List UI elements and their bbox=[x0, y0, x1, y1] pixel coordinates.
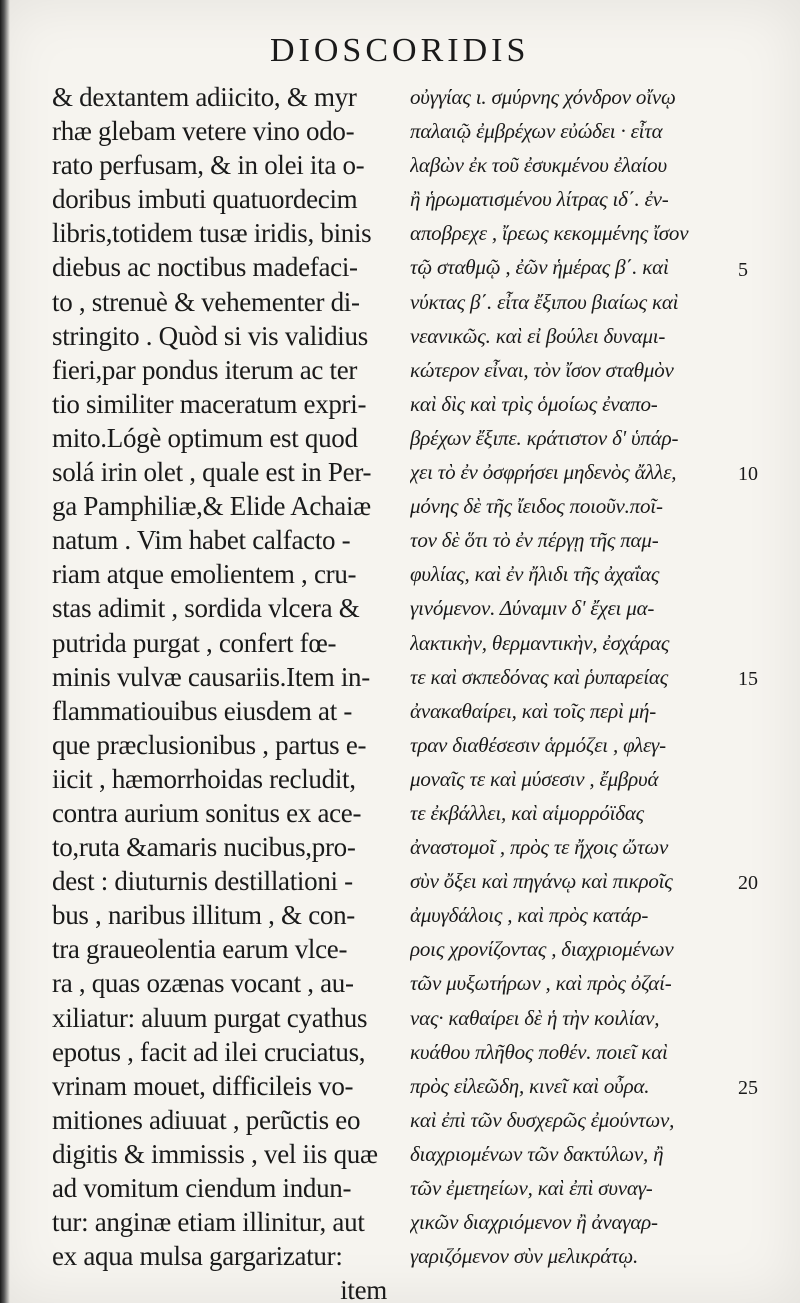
text-line: stas adimit , sordida vlcera & bbox=[52, 593, 360, 624]
text-line: rhæ glebam vetere vino odo- bbox=[52, 116, 355, 147]
text-line: αποβρεχε , ἴρεως κεκομμένης ἴσον bbox=[410, 221, 689, 246]
text-line: flammatiouibus eiusdem at - bbox=[52, 695, 353, 726]
text-line: καὶ ἐπὶ τῶν δυσχερῶς ἐμούντων, bbox=[410, 1107, 675, 1132]
text-line: dest : diuturnis destillationi - bbox=[52, 866, 353, 897]
text-line: natum . Vim habet calfacto - bbox=[52, 525, 351, 556]
text-line: tra graueolentia earum vlce- bbox=[52, 934, 348, 965]
text-line: contra aurium sonitus ex ace- bbox=[52, 797, 362, 828]
text-line: μόνης δὲ τῆς ἴειδος ποιοῦν.ποῖ- bbox=[410, 494, 663, 519]
text-line: πρὸς εἰλεῶδη, κινεῖ καὶ οὖρα. bbox=[410, 1073, 650, 1098]
text-line: fieri,par pondus iterum ac ter bbox=[52, 354, 358, 385]
text-line: minis vulvæ causariis.Item in- bbox=[52, 661, 370, 692]
text-line: κυάθου πλῆθος ποθέν. ποιεῖ καὶ bbox=[410, 1039, 668, 1064]
text-line: βρέχων ἔξιπε. κράτιστον δ' ὑπάρ- bbox=[410, 425, 679, 450]
text-line: νεανικῶς. καὶ εἰ βούλει δυναμι- bbox=[410, 323, 666, 348]
text-line: mito.Lógè optimum est quod bbox=[52, 422, 358, 453]
text-line: λαβὼν ἐκ τοῦ ἐσυκμένου ἐλαίου bbox=[410, 153, 667, 178]
text-line: tur: anginæ etiam illinitur, aut bbox=[52, 1207, 365, 1238]
margin-line-number: 15 bbox=[738, 667, 758, 690]
running-header: DIOSCORIDIS bbox=[270, 32, 530, 69]
text-line: ἢ ἡρωματισμένου λίτρας ιδ΄. ἐν- bbox=[410, 187, 669, 212]
text-line: stringito . Quòd si vis validius bbox=[52, 320, 368, 351]
greek-column bbox=[410, 80, 738, 1273]
text-line: λακτικὴν, θερμαντικὴν, ἐσχάρας bbox=[410, 630, 670, 655]
text-line: & dextantem adiicito, & myr bbox=[52, 82, 357, 112]
text-line: χικῶν διαχριόμενον ἢ ἀναγαρ- bbox=[410, 1210, 658, 1235]
latin-column bbox=[52, 80, 397, 1303]
text-line: digitis & immissis , vel iis quæ bbox=[52, 1138, 378, 1169]
text-line: καὶ δὶς καὶ τρὶς ὁμοίως ἐναπο- bbox=[410, 391, 658, 416]
text-line: τον δὲ ὅτι τὸ ἐν πέργῃ τῆς παμ- bbox=[410, 528, 659, 553]
page-edge-shadow bbox=[0, 0, 10, 1303]
text-line: solá irin olet , quale est in Per- bbox=[52, 457, 372, 488]
margin-line-number: 20 bbox=[738, 872, 758, 895]
text-line: χει τὸ ἐν ὀσφρήσει μηδενὸς ἄλλε, bbox=[410, 460, 677, 485]
text-line: iicit , hæmorrhoidas recludit, bbox=[52, 763, 356, 794]
text-line: τε καὶ σκπεδόνας καὶ ῥυπαρείας bbox=[410, 664, 669, 689]
text-line: παλαιῷ ἐμβρέχων εὐώδει · εἶτα bbox=[410, 119, 663, 144]
text-line: γαριζόμενον σὺν μελικράτῳ. bbox=[410, 1244, 639, 1269]
margin-line-number: 10 bbox=[738, 463, 758, 486]
text-line: ροις χρονίζοντας , διαχριομένων bbox=[410, 937, 674, 962]
text-line: tio similiter maceratum expri- bbox=[52, 388, 367, 419]
text-line: ἀνακαθαίρει, καὶ τοῖς περὶ μή- bbox=[410, 698, 657, 723]
text-line: ἀμυγδάλοις , καὶ πρὸς κατάρ- bbox=[410, 903, 649, 928]
text-line: diebus ac noctibus madefaci- bbox=[52, 252, 358, 283]
text-line: bus , naribus illitum , & con- bbox=[52, 900, 355, 931]
text-line: riam atque emolientem , cru- bbox=[52, 559, 357, 590]
text-line: putrida purgat , confert fœ- bbox=[52, 627, 337, 658]
text-line: item bbox=[340, 1275, 387, 1303]
text-line: ra , quas ozænas vocant , au- bbox=[52, 968, 354, 999]
text-line: libris,totidem tusæ iridis, binis bbox=[52, 218, 372, 249]
text-line: σὺν ὄξει καὶ πηγάνῳ καὶ πικροῖς bbox=[410, 869, 673, 894]
text-line: νύκτας β΄. εἶτα ἔξιπου βιαίως καὶ bbox=[410, 289, 679, 314]
text-line: ἀναστομοῖ , πρὸς τε ἤχοις ὤτων bbox=[410, 835, 669, 860]
text-line: οὐγγίας ι. σμύρνης χόνδρον οἴνῳ bbox=[410, 85, 676, 109]
text-line: doribus imbuti quatuordecim bbox=[52, 184, 358, 215]
text-line: to,ruta &amaris nucibus,pro- bbox=[52, 832, 356, 863]
text-line: que præclusionibus , partus e- bbox=[52, 729, 367, 760]
text-line: φυλίας, καὶ ἐν ἤλιδι τῆς ἀχαΐας bbox=[410, 562, 660, 587]
text-line: νας· καθαίρει δὲ ἡ τὴν κοιλίαν, bbox=[410, 1005, 660, 1030]
line-number-margin bbox=[738, 0, 778, 1303]
text-line: epotus , facit ad ilei cruciatus, bbox=[52, 1036, 366, 1067]
text-line: διαχριομένων τῶν δακτύλων, ἢ bbox=[410, 1141, 664, 1166]
text-line: τῶν μυξωτήρων , καὶ πρὸς ὀζαί- bbox=[410, 971, 672, 996]
margin-line-number: 5 bbox=[738, 258, 748, 281]
margin-line-number: 25 bbox=[738, 1076, 758, 1099]
text-line: xiliatur: aluum purgat cyathus bbox=[52, 1002, 368, 1033]
text-line: ex aqua mulsa gargarizatur: bbox=[52, 1241, 343, 1272]
text-line: ga Pamphiliæ,& Elide Achaiæ bbox=[52, 491, 371, 522]
text-line: κώτερον εἶναι, τὸν ἴσον σταθμὸν bbox=[410, 357, 674, 382]
text-line: ad vomitum ciendum indun- bbox=[52, 1173, 352, 1203]
text-line: mitiones adiuuat , perũctis eo bbox=[52, 1104, 361, 1135]
text-line: τραν διαθέσεσιν ἁρμόζει , φλεγ- bbox=[410, 732, 666, 757]
text-line: τῶν ἐμετηείων, καὶ ἐπὶ συναγ- bbox=[410, 1176, 653, 1200]
text-line: rato perfusam, & in olei ita o- bbox=[52, 150, 365, 181]
text-line: γινόμενον. Δύναμιν δ' ἔχει μα- bbox=[410, 596, 655, 621]
text-line: μοναῖς τε καὶ μύσεσιν , ἔμβρυά bbox=[410, 766, 659, 791]
text-line: to , strenuè & vehementer di- bbox=[52, 286, 360, 317]
text-line: τε ἐκβάλλει, καὶ αἱμορρόϊδας bbox=[410, 800, 644, 825]
text-line: τῷ σταθμῷ , ἐῶν ἡμέρας β΄. καὶ bbox=[410, 255, 669, 280]
text-line: vrinam mouet, difficileis vo- bbox=[52, 1070, 354, 1101]
